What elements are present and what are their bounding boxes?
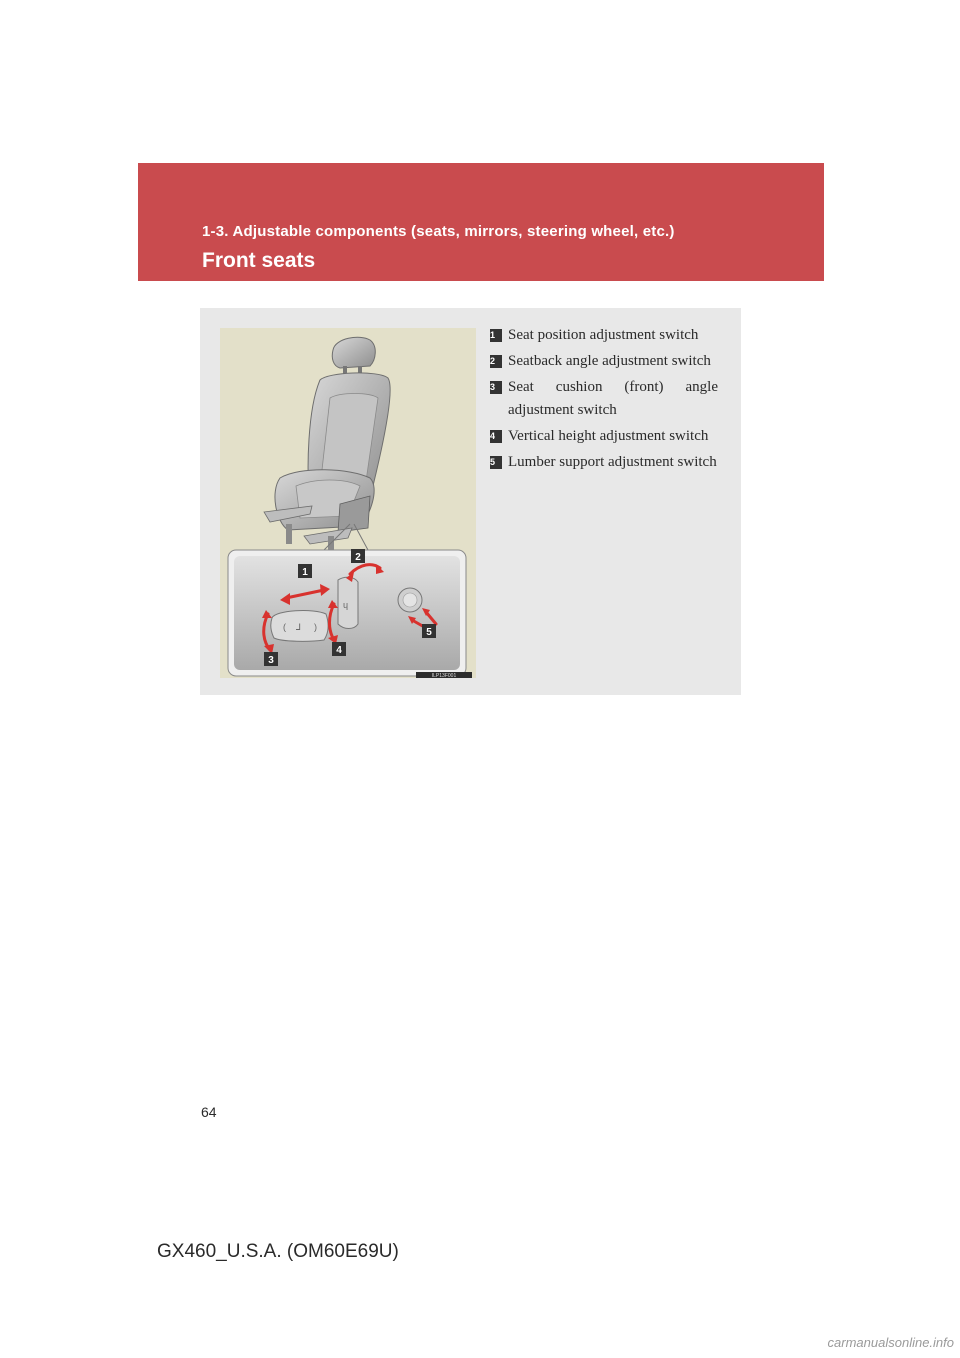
callout-label-4: 4 [336,645,342,656]
legend-text: Lumber support adjustment switch [508,454,717,470]
legend-number: 3 [490,381,502,394]
legend-item [490,425,718,448]
callout-label-2: 2 [355,552,361,563]
section-header [138,163,824,281]
svg-text:⅃: ⅃ [296,622,302,632]
legend-number: 2 [490,355,502,368]
legend-text: Seat cushion (front) angle adjustment switch [508,379,718,418]
legend-list [490,324,718,477]
callout-label-1: 1 [302,567,308,578]
callout-label-3: 3 [268,655,274,666]
document-code: GX460_U.S.A. (OM60E69U) [157,1241,399,1262]
callout-label-5: 5 [426,627,432,638]
legend-number: 4 [490,430,502,443]
legend-number: 5 [490,456,502,469]
svg-text:(: ( [283,622,286,632]
legend-item [490,376,718,422]
svg-text:ɥ: ɥ [343,600,349,610]
figure-panel [200,308,741,695]
svg-text:): ) [314,622,317,632]
legend-number: 1 [490,329,502,342]
seat-drawing [220,328,476,678]
page-title: Front seats [202,249,316,272]
image-code: ILP13F001 [431,673,457,678]
watermark: carmanualsonline.info [827,1335,954,1350]
legend-item [490,451,718,474]
seat-illustration [220,328,476,678]
legend-text: Seatback angle adjustment switch [508,353,711,369]
legend-text: Vertical height adjustment switch [508,428,709,444]
legend-item [490,350,718,373]
legend-text: Seat position adjustment switch [508,327,699,343]
legend-item [490,324,718,347]
page-number: 64 [201,1104,217,1120]
section-label: 1-3. Adjustable components (seats, mirrors, steering wheel, etc.) [202,223,675,240]
